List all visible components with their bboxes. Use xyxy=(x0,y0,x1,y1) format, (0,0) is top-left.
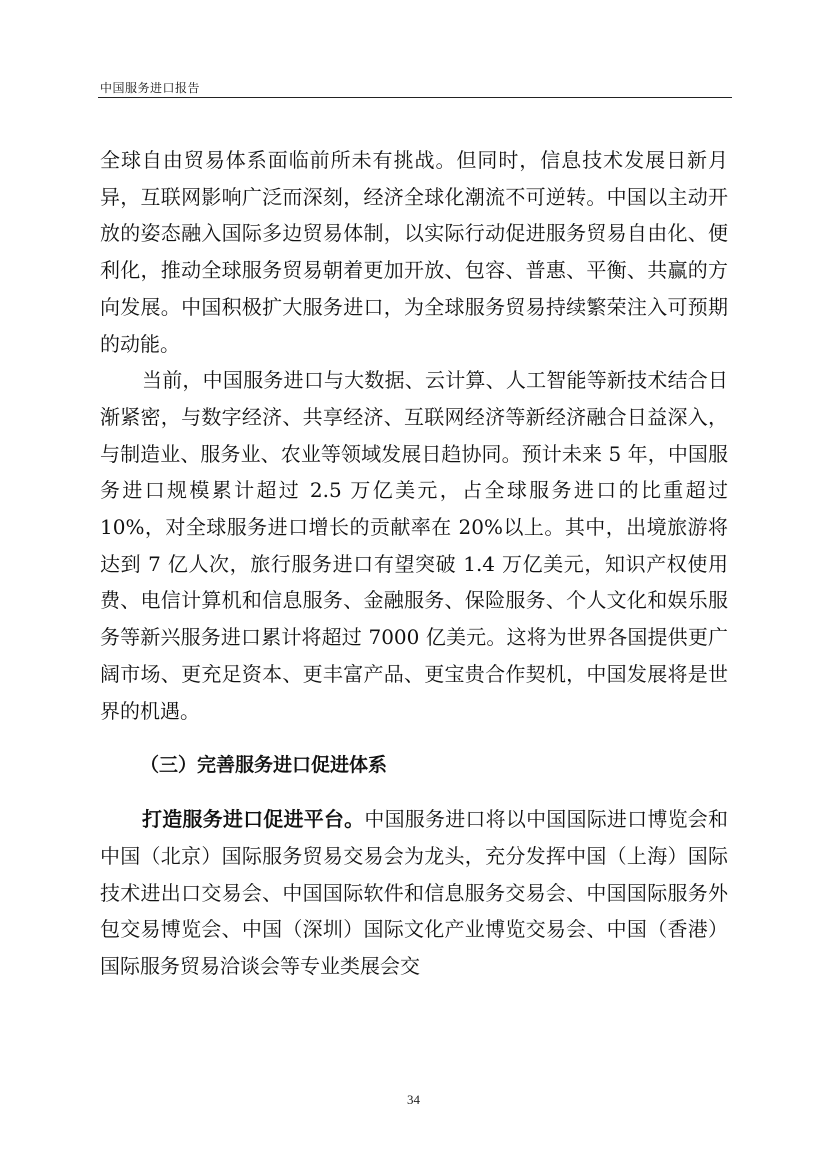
section-heading: （三）完善服务进口促进体系 xyxy=(140,754,388,777)
paragraph-3-text: 中国服务进口将以中国国际进口博览会和中国（北京）国际服务贸易交易会为龙头，充分发挥中国（上海）国际技术进出口交易会、中国国际软件和信息服务交易会、中国国际服务外包交易博览会、中国（深圳）国际文化产业博览交易会、中国（香港）国际服务贸易洽谈会等专业类展会交 xyxy=(100,807,729,979)
body-paragraph-1: 全球自由贸易体系面临前所未有挑战。但同时，信息技术发展日新月异，互联网影响广泛而深刻，经济全球化潮流不可逆转。中国以主动开放的姿态融入国际多边贸易体制，以实际行动促进服务贸易自由化、便利化，推动全球服务贸易朝着更加开放、包容、普惠、平衡、共赢的方向发展。中国积极扩大服务进口，为全球服务贸易持续繁荣注入可预期的动能。 xyxy=(100,148,728,356)
page-body xyxy=(100,142,728,985)
paragraph-lead-phrase: 打造服务进口促进平台。 xyxy=(142,807,365,832)
page-number: 34 xyxy=(407,1092,420,1107)
body-paragraph-3 xyxy=(100,801,728,985)
body-paragraph-2: 当前，中国服务进口与大数据、云计算、人工智能等新技术结合日渐紧密，与数字经济、共享经济、互联网经济等新经济融合日益深入，与制造业、服务业、农业等领域发展日趋协同。预计未来 5 年，中国服务进口规模累计超过 2.5 万亿美元，占全球服务进口的比重超过 10%，对全球服务进口增长的贡献率在 20%以上。其中，出境旅游将达到 7 亿人次，旅行服务进口有望突破 1.4 万亿美元，知识产权使用费、电信计算机和信息服务、金融服务、保险服务、个人文化和娱乐服务等新兴服务进口累计将超过 7000 亿美元。这将为世界各国提供更广阔市场、更充足资本、更丰富产品、更宝贵合作契机，中国发展将是世界的机遇。 xyxy=(100,368,728,723)
running-header: 中国服务进口报告 xyxy=(100,81,201,95)
header-rule xyxy=(98,97,732,98)
